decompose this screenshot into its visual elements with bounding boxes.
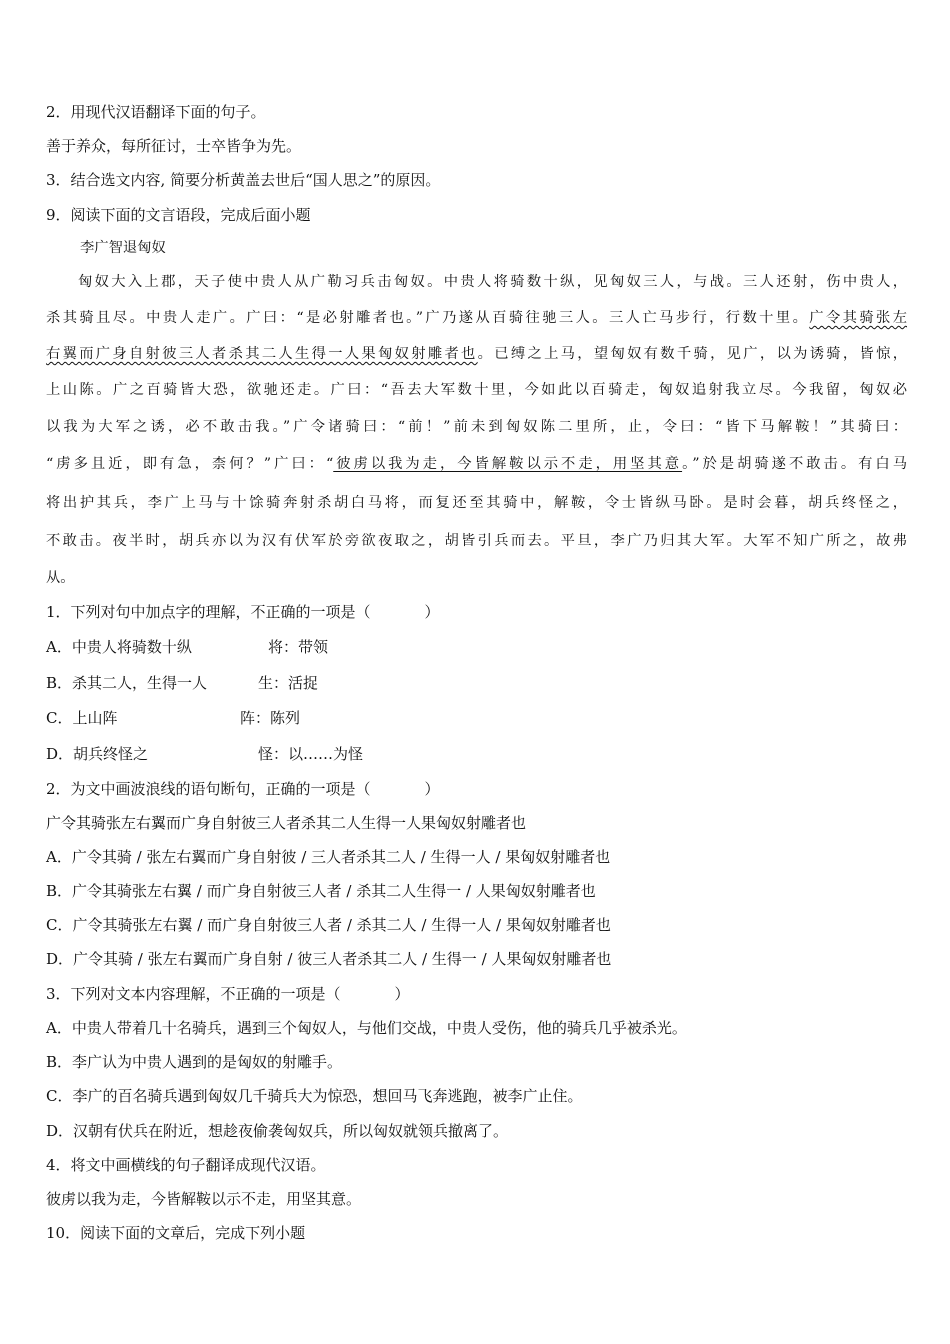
question-3-title: 3．结合选文内容, 简要分析黄盖去世后“国人思之”的原因。	[46, 171, 441, 189]
passage-text: “虏多且近，即有急，柰何？”广曰：“	[46, 456, 334, 472]
q1-option-d-note: 怪：以……为怪	[258, 745, 364, 763]
q2-option-a: A．广令其骑 / 张左右翼而广身自射彼 / 三人者杀其二人 / 生得一人 / 果匈奴射雕者也	[46, 848, 611, 866]
passage-line-2	[46, 307, 907, 329]
q2-option-b: B．广令其骑张左右翼 / 而广身自射彼三人者 / 杀其二人生得一 / 人果匈奴射雕者也	[46, 882, 596, 900]
section-9-intro: 9．阅读下面的文言语段，完成后面小题	[46, 206, 311, 224]
passage-line-9: 从。	[46, 570, 75, 586]
q1-stem	[46, 601, 440, 623]
q1-stem-close: ）	[424, 603, 440, 621]
passage-line-3	[46, 343, 907, 365]
q1-option-a-note: 将：带领	[268, 638, 329, 656]
q3-stem	[46, 983, 410, 1005]
section-10-intro: 10．阅读下面的文章后，完成下列小题	[46, 1224, 306, 1242]
passage-line-4: 上山陈。广之百骑皆大恐，欲驰还走。广曰：“吾去大军数十里，今如此以百骑走，匈奴追射我立尽。今我留，匈奴必	[46, 382, 907, 398]
q2-stem-text: 2．为文中画波浪线的语句断句，正确的一项是（	[46, 780, 371, 798]
passage-line-8: 不敢击。夜半时，胡兵亦以为汉有伏军於旁欲夜取之，胡皆引兵而去。平旦，李广乃归其大军。大军不知广所之，故弗	[46, 533, 907, 549]
passage-line-5: 以我为大军之诱，必不敢击我。”广令诸骑曰：“前！”前未到匈奴陈二里所，止，令曰：“皆下马解鞍！”其骑曰：	[46, 419, 907, 435]
q1-option-b-note: 生：活捉	[258, 674, 319, 692]
question-2-title: 2．用现代汉语翻译下面的句子。	[46, 103, 266, 121]
q3-stem-close: ）	[394, 985, 410, 1003]
q1-option-c-note: 阵：陈列	[240, 709, 301, 727]
wavy-underlined-sentence: 右翼而广身自射彼三人者杀其二人生得一人果匈奴射雕者也	[46, 346, 478, 362]
q2-sentence: 广令其骑张左右翼而广身自射彼三人者杀其二人生得一人果匈奴射雕者也	[46, 814, 527, 832]
underlined-sentence: 彼虏以我为走，今皆解鞍以示不走，用坚其意	[333, 456, 683, 472]
q3-option-a: A．中贵人带着几十名骑兵，遇到三个匈奴人，与他们交战，中贵人受伤，他的骑兵几乎被杀光。	[46, 1019, 687, 1037]
q3-option-b: B．李广认为中贵人遇到的是匈奴的射雕手。	[46, 1053, 343, 1071]
q2-stem	[46, 778, 440, 800]
q1-option-b: B．杀其二人，生得一人	[46, 674, 208, 692]
passage-title: 李广智退匈奴	[80, 240, 166, 256]
q4-stem: 4．将文中画横线的句子翻译成现代汉语。	[46, 1156, 326, 1174]
question-2-sentence: 善于养众，每所征讨，士卒皆争为先。	[46, 137, 302, 155]
q2-stem-close: ）	[424, 780, 440, 798]
passage-text: 。已缚之上马，望匈奴有数千骑，见广，以为诱骑，皆惊，	[477, 346, 908, 362]
q2-option-c: C．广令其骑张左右翼 / 而广身自射彼三人者 / 杀其二人 / 生得一人 / 果匈奴射雕者也	[46, 916, 611, 934]
passage-text: 。”於是胡骑遂不敢击。有白马	[682, 456, 907, 472]
q4-sentence: 彼虏以我为走，今皆解鞍以示不走，用坚其意。	[46, 1190, 362, 1208]
passage-line-6	[46, 453, 907, 475]
q3-stem-text: 3．下列对文本内容理解，不正确的一项是（	[46, 985, 341, 1003]
q1-stem-text: 1．下列对句中加点字的理解，不正确的一项是（	[46, 603, 371, 621]
passage-line-7: 将出护其兵，李广上马与十馀骑奔射杀胡白马将，而复还至其骑中，解鞍，令士皆纵马卧。是时会暮，胡兵终怪之，	[46, 495, 907, 511]
passage-line-1: 匈奴大入上郡，天子使中贵人从广勒习兵击匈奴。中贵人将骑数十纵，见匈奴三人，与战。三人还射，伤中贵人，	[78, 274, 907, 290]
wavy-underlined-sentence: 广令其骑张左	[809, 310, 908, 326]
q1-option-a: A．中贵人将骑数十纵	[46, 638, 192, 656]
q3-option-c: C．李广的百名骑兵遇到匈奴几千骑兵大为惊恐，想回马飞奔逃跑，被李广止住。	[46, 1087, 583, 1105]
q1-option-c: C．上山阵	[46, 709, 118, 727]
q3-option-d: D．汉朝有伏兵在附近，想趁夜偷袭匈奴兵，所以匈奴就领兵撤离了。	[46, 1122, 509, 1140]
passage-text: 杀其骑且尽。中贵人走广。广曰：“是必射雕者也。”广乃遂从百骑往驰三人。三人亡马步行，行数十里。	[46, 310, 810, 326]
q2-option-d: D．广令其骑 / 张左右翼而广身自射 / 彼三人者杀其二人 / 生得一 / 人果匈奴射雕者也	[46, 950, 612, 968]
q1-option-d: D．胡兵终怪之	[46, 745, 149, 763]
